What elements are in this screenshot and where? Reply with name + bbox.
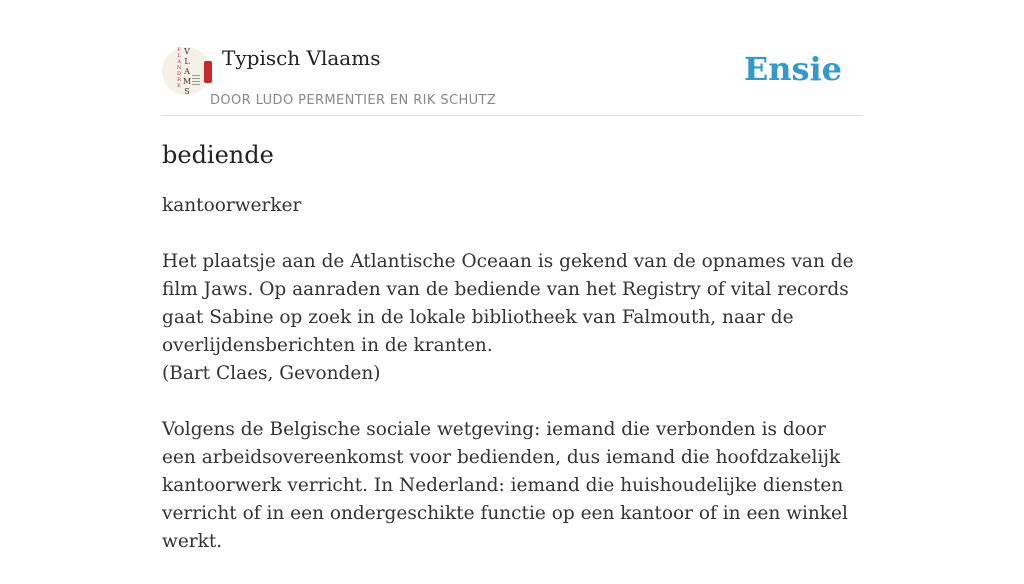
blog-logo[interactable]	[162, 47, 210, 95]
example-text: Het plaatsje aan de Atlantische Oceaan is gekend van de opnames van de film Jaws. Op aanraden van de bediende van het Registry of vital records gaat Sabine op zoek in de lokale bibliotheek van Falmouth, naar de overlijdensberichten in de kranten.	[162, 251, 854, 356]
header	[162, 0, 862, 116]
entry-explanation: Volgens de Belgische sociale wetgeving: iemand die verbonden is door een arbeidsovereenkomst voor bedienden, dus iemand die hoofdzakelijk kantoorwerk verricht. In Nederland: iemand die huishoudelijke diensten verricht of in een ondergeschikte functie op een kantoor of in een winkel werkt.	[162, 419, 848, 552]
brand-logo[interactable]: Ensie	[743, 50, 842, 88]
logo-lines	[192, 75, 200, 87]
byline: DOOR LUDO PERMENTIER EN RIK SCHUTZ	[210, 93, 497, 108]
entry-word: bediende	[162, 141, 274, 169]
blog-title[interactable]: Typisch Vlaams	[222, 46, 381, 70]
logo-letters-red: F L A N D R E	[176, 47, 182, 89]
logo-red-mark	[204, 61, 212, 83]
entry-body	[162, 192, 862, 584]
page	[162, 0, 862, 552]
entry-definition: kantoorwerker	[162, 195, 302, 216]
entry-example	[162, 248, 862, 388]
example-source: (Bart Claes, Gevonden)	[162, 363, 381, 384]
logo-letters-dark: V L A M S	[183, 47, 192, 96]
